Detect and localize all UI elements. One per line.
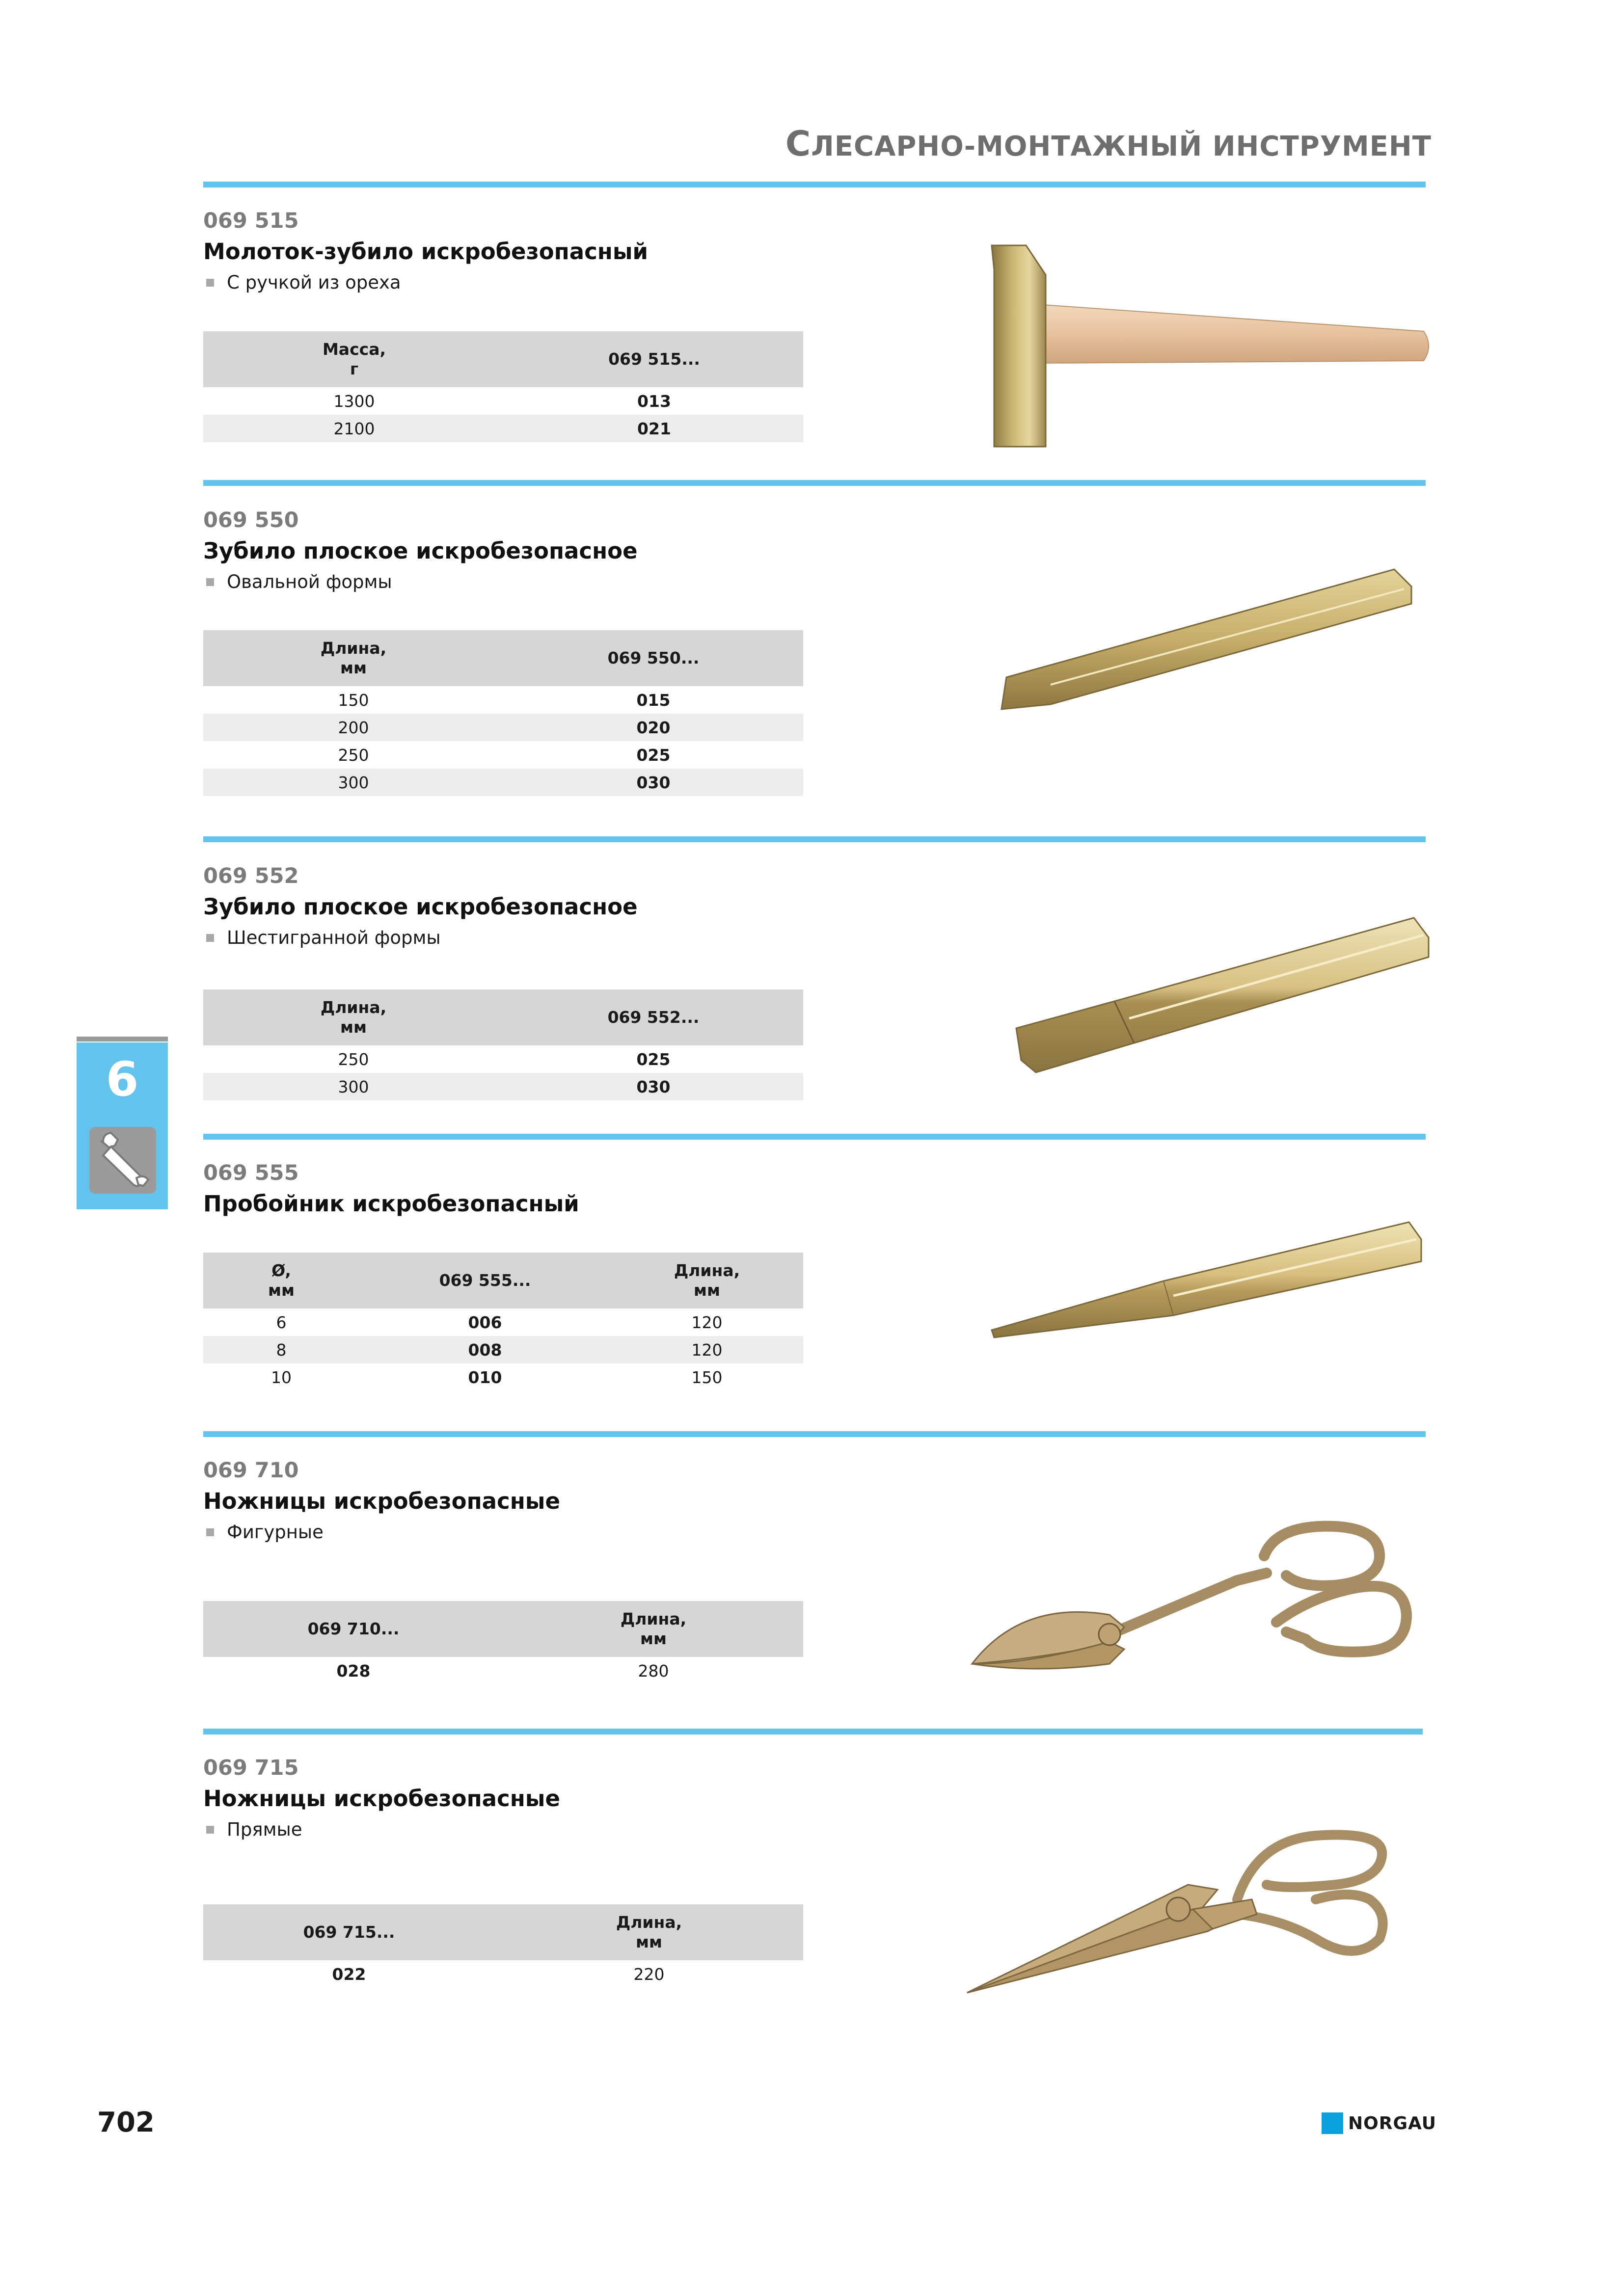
- table-row: 8 008 120: [203, 1336, 803, 1363]
- table-header-row: [203, 1904, 803, 1960]
- product-feature: Шестигранной формы: [203, 924, 1426, 952]
- column-header: 069 715...: [203, 1904, 495, 1960]
- table-row: 022 220: [332, 1964, 665, 1984]
- table-header-row: [203, 989, 803, 1045]
- table-row: 10 010 150: [271, 1367, 723, 1387]
- page-title: СЛЕСАРНО-МОНТАЖНЫЙ ИНСТРУМЕНТ: [785, 124, 1432, 164]
- product-name: Зубило плоское искробезопасное: [203, 538, 638, 564]
- spec-table: [203, 630, 803, 796]
- product-code: 069 552: [203, 864, 299, 888]
- product-code: 069 550: [203, 508, 299, 533]
- brand-name: NORGAU: [1348, 2113, 1436, 2134]
- product-feature: С ручкой из ореха: [203, 269, 1426, 296]
- table-row: 250 025: [338, 1049, 671, 1069]
- product-code: 069 555: [203, 1161, 299, 1185]
- page-number: 702: [97, 2107, 155, 2138]
- section-divider: [203, 480, 1426, 486]
- hammer-image: [972, 240, 1434, 456]
- bullet-square-icon: [206, 1826, 214, 1834]
- table-header-row: [203, 630, 803, 686]
- curved-snips-image: [962, 1517, 1434, 1713]
- column-header: Длина, мм: [611, 1253, 803, 1308]
- table-row: 028 280: [336, 1661, 669, 1681]
- product-feature: Овальной формы: [203, 568, 1426, 596]
- bullet-square-icon: [206, 1528, 214, 1536]
- product-code: 069 515: [203, 209, 299, 233]
- product-name: Ножницы искробезопасные: [203, 1488, 561, 1514]
- product-name: Зубило плоское искробезопасное: [203, 894, 638, 920]
- chapter-tab[interactable]: [77, 1042, 168, 1209]
- brand-square-icon: [1322, 2112, 1343, 2134]
- table-row: 150 015: [338, 690, 671, 710]
- product-feature: Прямые: [203, 1816, 1426, 1843]
- bullet-square-icon: [206, 934, 214, 942]
- brand-logo: [1322, 2112, 1436, 2134]
- spec-table: [203, 331, 803, 442]
- section-divider: [203, 1729, 1423, 1735]
- section-divider: [203, 1431, 1426, 1437]
- column-header: 069 515...: [505, 331, 803, 387]
- column-header: Ø, мм: [203, 1253, 359, 1308]
- table-header-row: [203, 331, 803, 387]
- section-divider: [203, 836, 1426, 842]
- spec-table: [203, 989, 803, 1100]
- wrench-icon: [89, 1127, 156, 1194]
- product-code: 069 715: [203, 1756, 299, 1780]
- table-row: 1300 013: [333, 391, 671, 411]
- flat-chisel-hex-image: [1006, 913, 1438, 1080]
- column-header: 069 710...: [203, 1601, 504, 1657]
- column-header: Длина, мм: [203, 989, 504, 1045]
- flat-chisel-oval-image: [992, 560, 1424, 721]
- table-header-row: [203, 1253, 803, 1308]
- chapter-tab-topbar: [77, 1037, 168, 1041]
- table-row: 300 030: [203, 1073, 803, 1100]
- table-row: 200 020: [203, 714, 803, 741]
- spec-table: [203, 1601, 803, 1684]
- bullet-square-icon: [206, 279, 214, 287]
- spec-table: [203, 1253, 803, 1391]
- product-feature: Фигурные: [203, 1519, 1426, 1546]
- table-header-row: [203, 1601, 803, 1657]
- table-row: 300 030: [203, 769, 803, 796]
- column-header: 069 550...: [504, 630, 803, 686]
- straight-scissors-image: [962, 1826, 1404, 2002]
- product-name: Молоток-зубило искробезопасный: [203, 239, 649, 265]
- column-header: Длина, мм: [495, 1904, 803, 1960]
- bullet-square-icon: [206, 578, 214, 586]
- table-row: 250 025: [338, 745, 671, 765]
- product-name: Ножницы искробезопасные: [203, 1786, 561, 1812]
- table-row: 6 006 120: [276, 1312, 723, 1332]
- section-divider: [203, 1134, 1426, 1140]
- table-row: 2100 021: [203, 415, 803, 442]
- chapter-number: 6: [106, 1052, 139, 1107]
- column-header: Длина, мм: [203, 630, 504, 686]
- product-code: 069 710: [203, 1458, 299, 1483]
- column-header: Масса, г: [203, 331, 505, 387]
- column-header: Длина, мм: [504, 1601, 803, 1657]
- product-name: Пробойник искробезопасный: [203, 1191, 579, 1217]
- column-header: 069 555...: [359, 1253, 611, 1308]
- section-divider: [203, 182, 1426, 187]
- column-header: 069 552...: [504, 989, 803, 1045]
- spec-table: [203, 1904, 803, 1988]
- punch-image: [987, 1217, 1429, 1345]
